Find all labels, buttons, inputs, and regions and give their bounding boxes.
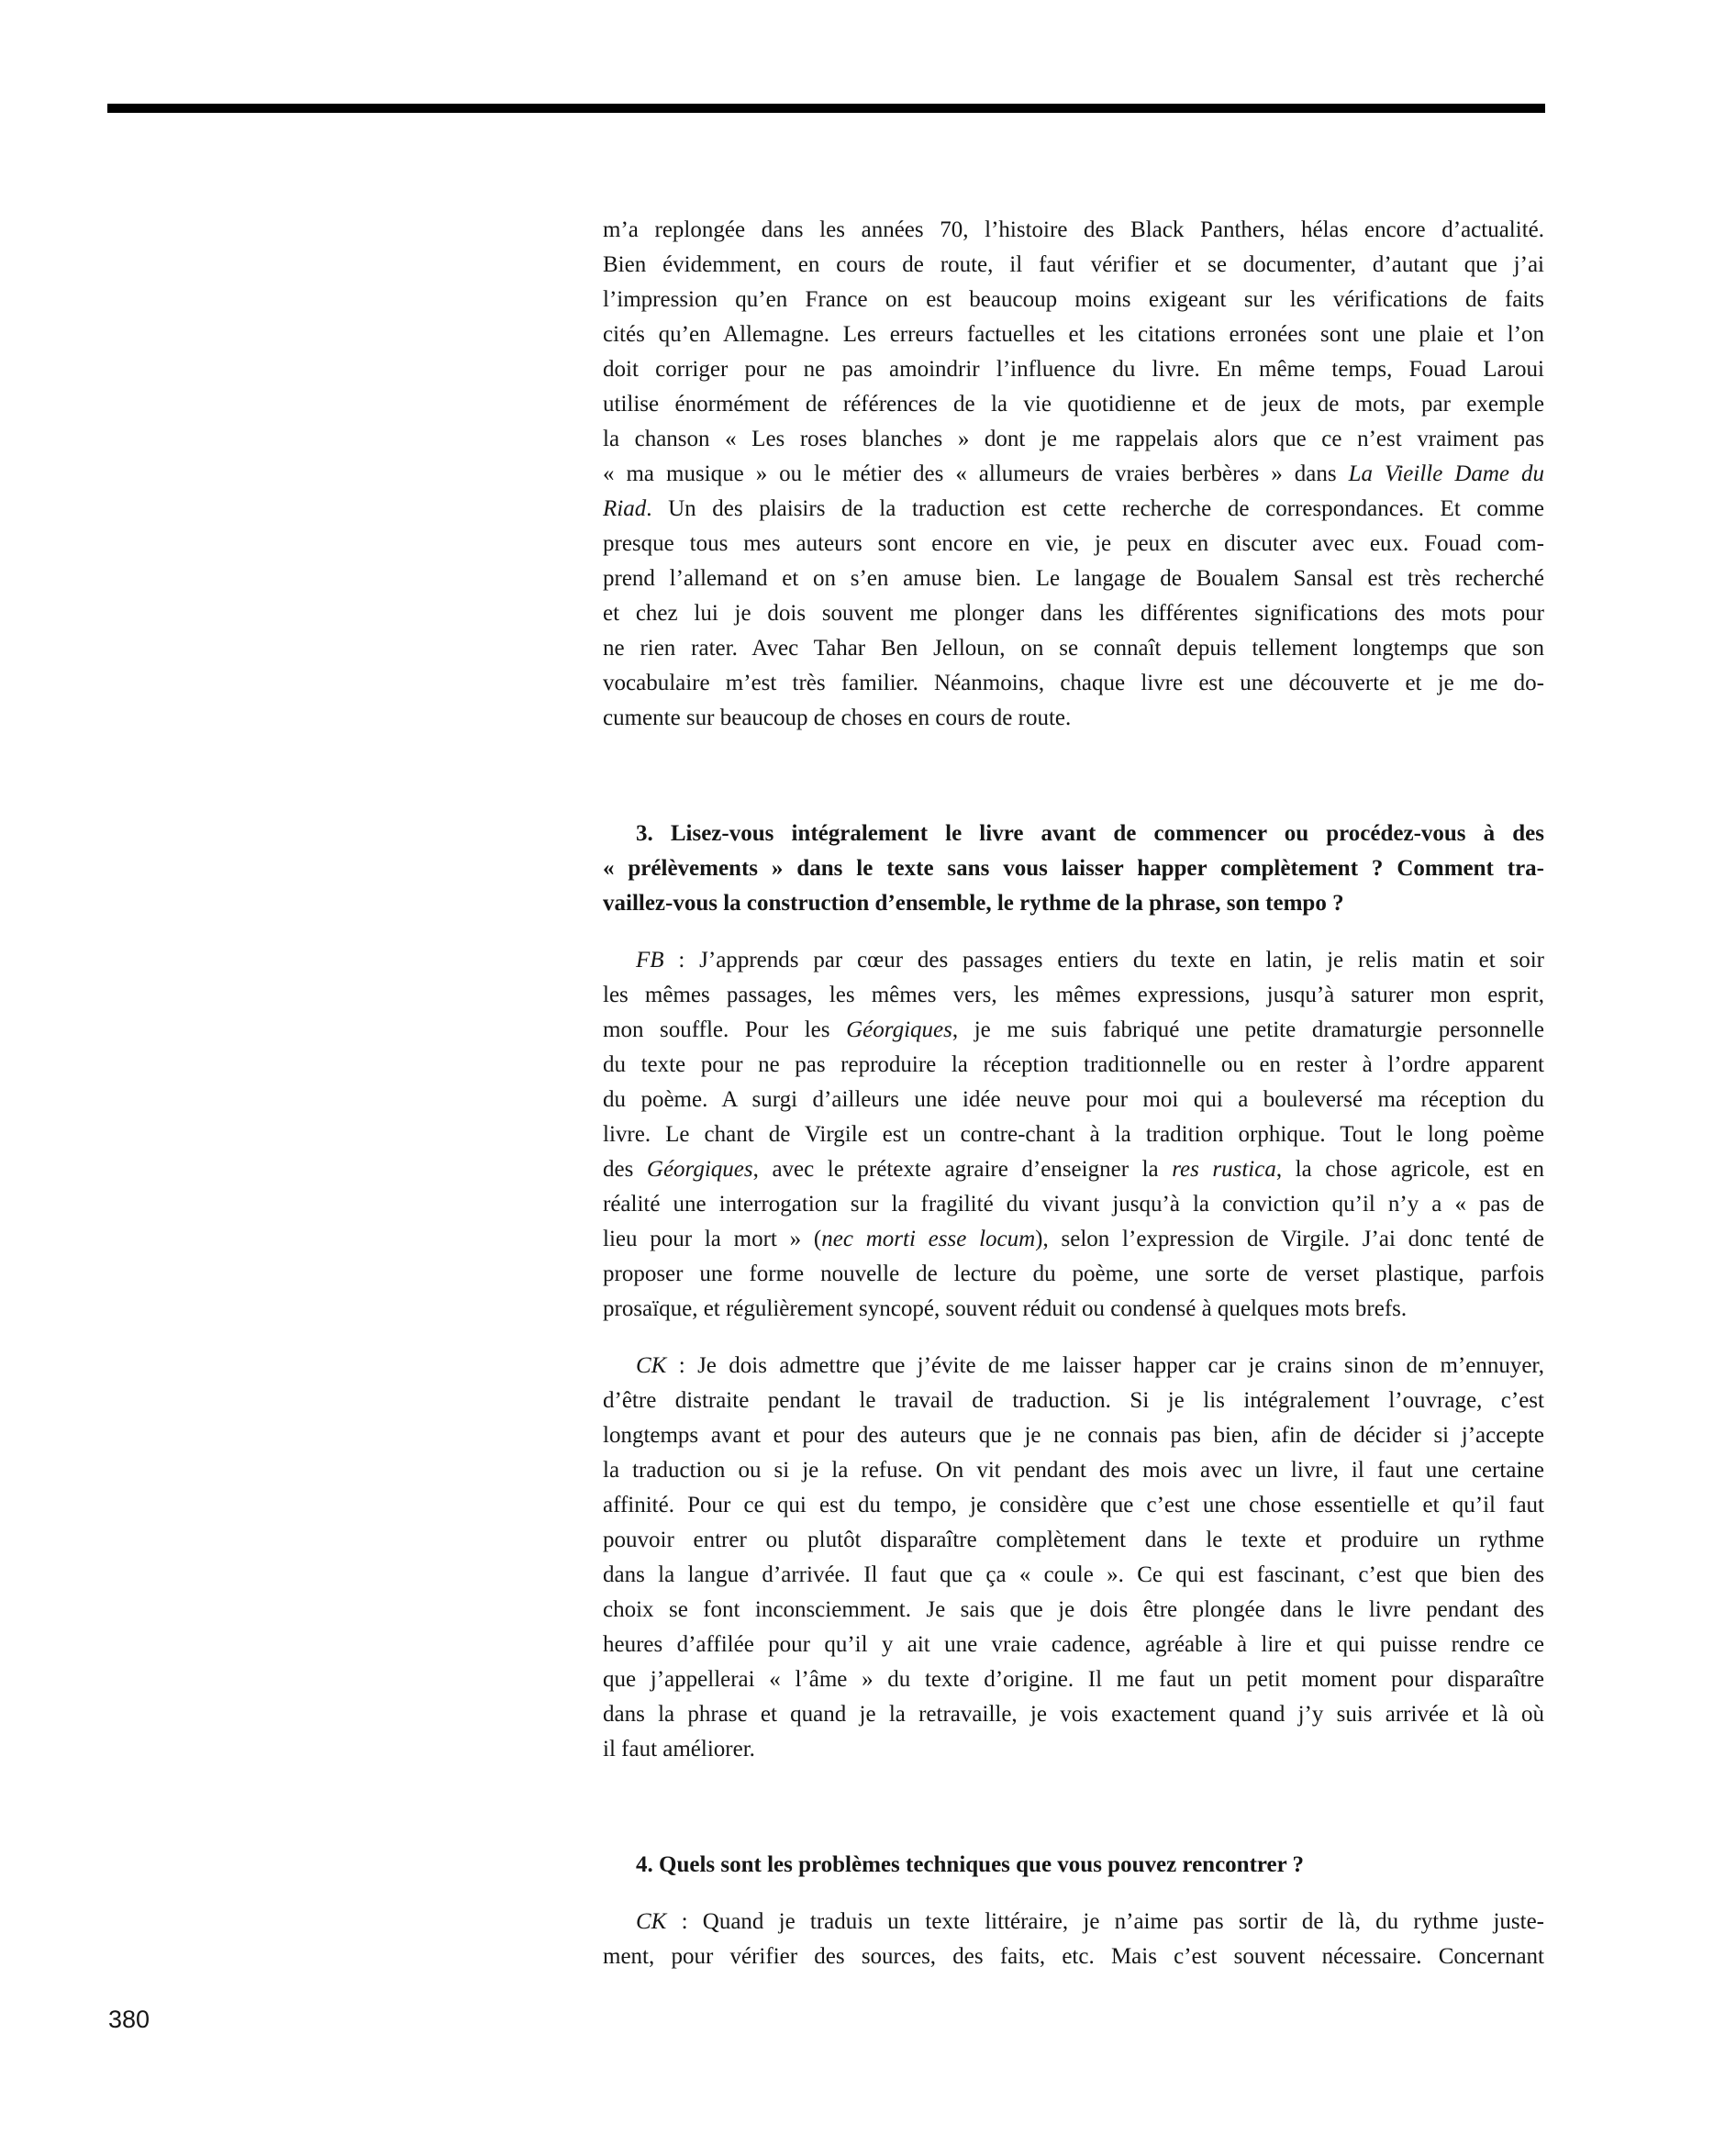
text-segment: heures d’affilée pour qu’il y ait une vraie cadence, agréable à lire et qui puisse rendre ce bbox=[603, 1632, 1544, 1657]
text-line bbox=[603, 1662, 1544, 1697]
text-line bbox=[603, 596, 1544, 631]
text-line bbox=[603, 1349, 1544, 1384]
text-segment: cités qu’en Allemagne. Les erreurs factuelles et les citations erronées sont une plaie et l’on bbox=[603, 322, 1544, 347]
text-line bbox=[603, 978, 1544, 1013]
text-line bbox=[603, 1558, 1544, 1593]
text-line bbox=[603, 1384, 1544, 1418]
text-segment: affinité. Pour ce qui est du tempo, je considère que c’est une chose essentielle et qu’il faut bbox=[603, 1493, 1544, 1517]
italic-text: Géorgiques bbox=[846, 1017, 952, 1042]
italic-text: CK bbox=[636, 1909, 667, 1934]
text-segment: , avec le prétexte agraire d’enseigner la bbox=[752, 1157, 1173, 1182]
text-line bbox=[603, 1848, 1544, 1883]
text-line bbox=[603, 1418, 1544, 1453]
italic-text: Géorgiques bbox=[646, 1157, 753, 1182]
text-segment: dans la langue d’arrivée. Il faut que ça « coule ». Ce qui est fascinant, c’est que bien des bbox=[603, 1562, 1544, 1587]
text-line bbox=[603, 1628, 1544, 1662]
text-line bbox=[603, 1593, 1544, 1628]
text-segment: prend l’allemand et on s’en amuse bien. Le langage de Boualem Sansal est très recherché bbox=[603, 566, 1544, 591]
text-segment: livre. Le chant de Virgile est un contre-chant à la tradition orphique. Tout le long poème bbox=[603, 1122, 1544, 1147]
text-line bbox=[603, 561, 1544, 596]
text-line bbox=[603, 1523, 1544, 1558]
text-line bbox=[603, 1939, 1544, 1974]
text-segment: 3. Lisez-vous intégralement le livre avant de commencer ou procédez-vous à des bbox=[636, 821, 1544, 846]
text-line bbox=[603, 387, 1544, 422]
text-segment: des bbox=[603, 1157, 647, 1182]
text-segment: , la chose agricole, est en bbox=[1275, 1157, 1544, 1182]
text-line bbox=[603, 851, 1544, 886]
text-segment: presque tous mes auteurs sont encore en vie, je peux en discuter avec eux. Fouad com- bbox=[603, 531, 1544, 556]
text-line bbox=[603, 701, 1544, 736]
text-line bbox=[603, 1905, 1544, 1939]
opening-paragraph bbox=[603, 213, 1544, 736]
text-segment: Bien évidemment, en cours de route, il faut vérifier et se documenter, d’autant que j’ai bbox=[603, 252, 1544, 277]
text-line bbox=[603, 1488, 1544, 1523]
text-line bbox=[603, 1048, 1544, 1083]
text-segment: : Quand je traduis un texte littéraire, je n’aime pas sortir de là, du rythme juste- bbox=[666, 1909, 1544, 1934]
text-line bbox=[603, 527, 1544, 561]
text-line bbox=[603, 422, 1544, 457]
italic-text: FB bbox=[636, 948, 664, 972]
text-segment: . Un des plaisirs de la traduction est cette recherche de correspondances. Et comme bbox=[646, 496, 1544, 521]
answer-ck-question-3 bbox=[603, 1349, 1544, 1767]
answer-fb-question-3 bbox=[603, 943, 1544, 1327]
italic-text: nec morti esse locum bbox=[821, 1227, 1036, 1251]
text-line bbox=[603, 1117, 1544, 1152]
text-segment: réalité une interrogation sur la fragilité du vivant jusqu’à la conviction qu’il n’y a « pas de bbox=[603, 1192, 1544, 1217]
text-line bbox=[603, 1083, 1544, 1117]
text-line bbox=[603, 248, 1544, 283]
text-segment: : J’apprends par cœur des passages entiers du texte en latin, je relis matin et soir bbox=[663, 948, 1544, 972]
text-segment: la traduction ou si je la refuse. On vit pendant des mois avec un livre, il faut une certaine bbox=[603, 1458, 1544, 1483]
text-segment: ne rien rater. Avec Tahar Ben Jelloun, on se connaît depuis tellement longtemps que son bbox=[603, 636, 1544, 661]
text-line bbox=[603, 666, 1544, 701]
text-segment: vocabulaire m’est très familier. Néanmoins, chaque livre est une découverte et je me do- bbox=[603, 671, 1544, 695]
question-4 bbox=[603, 1848, 1544, 1883]
top-rule bbox=[107, 104, 1545, 113]
text-line bbox=[603, 886, 1544, 921]
text-segment: prosaïque, et régulièrement syncopé, souvent réduit ou condensé à quelques mots brefs. bbox=[603, 1296, 1408, 1321]
text-segment: mon souffle. Pour les bbox=[603, 1017, 847, 1042]
text-segment: « ma musique » ou le métier des « allumeurs de vraies berbères » dans bbox=[603, 461, 1349, 486]
text-segment: d’être distraite pendant le travail de traduction. Si je lis intégralement l’ouvrage, c’est bbox=[603, 1388, 1544, 1413]
text-column bbox=[603, 213, 1544, 1974]
text-line bbox=[603, 1187, 1544, 1222]
text-line bbox=[603, 352, 1544, 387]
text-segment: la chanson « Les roses blanches » dont je me rappelais alors que ce n’est vraiment pas bbox=[603, 427, 1544, 451]
text-segment: ), selon l’expression de Virgile. J’ai donc tenté de bbox=[1035, 1227, 1544, 1251]
text-line bbox=[603, 492, 1544, 527]
text-line bbox=[603, 817, 1544, 851]
text-segment: ment, pour vérifier des sources, des faits, etc. Mais c’est souvent nécessaire. Concernant bbox=[603, 1944, 1544, 1969]
text-segment: il faut améliorer. bbox=[603, 1737, 755, 1761]
text-line bbox=[603, 1453, 1544, 1488]
text-line bbox=[603, 317, 1544, 352]
text-line bbox=[603, 1222, 1544, 1257]
question-3 bbox=[603, 817, 1544, 921]
text-segment: 4. Quels sont les problèmes techniques que vous pouvez rencontrer ? bbox=[636, 1852, 1305, 1877]
text-line bbox=[603, 1152, 1544, 1187]
text-line bbox=[603, 1292, 1544, 1327]
text-line bbox=[603, 631, 1544, 666]
italic-text: CK bbox=[636, 1353, 667, 1378]
text-segment: vaillez-vous la construction d’ensemble, le rythme de la phrase, son tempo ? bbox=[603, 891, 1344, 916]
text-segment: choix se font inconsciemment. Je sais que je dois être plongée dans le livre pendant des bbox=[603, 1597, 1544, 1622]
text-segment: proposer une forme nouvelle de lecture du poème, une sorte de verset plastique, parfois bbox=[603, 1261, 1544, 1286]
text-line bbox=[603, 1013, 1544, 1048]
text-segment: utilise énormément de références de la vie quotidienne et de jeux de mots, par exemple bbox=[603, 392, 1544, 417]
text-segment: pouvoir entrer ou plutôt disparaître complètement dans le texte et produire un rythme bbox=[603, 1528, 1544, 1552]
text-segment: lieu pour la mort » ( bbox=[603, 1227, 822, 1251]
text-segment: cumente sur beaucoup de choses en cours de route. bbox=[603, 706, 1072, 730]
text-line bbox=[603, 1257, 1544, 1292]
text-segment: l’impression qu’en France on est beaucoup moins exigeant sur les vérifications de faits bbox=[603, 287, 1544, 312]
italic-text: res rustica bbox=[1172, 1157, 1276, 1182]
text-line bbox=[603, 943, 1544, 978]
text-segment: les mêmes passages, les mêmes vers, les mêmes expressions, jusqu’à saturer mon esprit, bbox=[603, 983, 1544, 1007]
text-segment: dans la phrase et quand je la retravaille, je vois exactement quand j’y suis arrivée et là où bbox=[603, 1702, 1544, 1727]
italic-text: La Vieille Dame du bbox=[1348, 461, 1544, 486]
text-segment: m’a replongée dans les années 70, l’histoire des Black Panthers, hélas encore d’actualité. bbox=[603, 217, 1544, 242]
text-segment: que j’appellerai « l’âme » du texte d’origine. Il me faut un petit moment pour disparaître bbox=[603, 1667, 1544, 1692]
text-line bbox=[603, 283, 1544, 317]
answer-ck-question-4 bbox=[603, 1905, 1544, 1974]
text-segment: longtemps avant et pour des auteurs que je ne connais pas bien, afin de décider si j’accepte bbox=[603, 1423, 1544, 1448]
italic-text: Riad bbox=[603, 496, 647, 521]
text-line bbox=[603, 457, 1544, 492]
text-segment: du texte pour ne pas reproduire la réception traditionnelle ou en rester à l’ordre apparent bbox=[603, 1052, 1544, 1077]
text-segment: , je me suis fabriqué une petite dramaturgie personnelle bbox=[952, 1017, 1544, 1042]
text-line bbox=[603, 213, 1544, 248]
text-line bbox=[603, 1732, 1544, 1767]
text-segment: doit corriger pour ne pas amoindrir l’influence du livre. En même temps, Fouad Laroui bbox=[603, 357, 1544, 382]
text-segment: et chez lui je dois souvent me plonger dans les différentes significations des mots pour bbox=[603, 601, 1544, 626]
text-segment: du poème. A surgi d’ailleurs une idée neuve pour moi qui a bouleversé ma réception du bbox=[603, 1087, 1544, 1112]
text-line bbox=[603, 1697, 1544, 1732]
text-segment: : Je dois admettre que j’évite de me laisser happer car je crains sinon de m’ennuyer, bbox=[666, 1353, 1544, 1378]
page-number: 380 bbox=[108, 2006, 150, 2033]
text-segment: « prélèvements » dans le texte sans vous laisser happer complètement ? Comment tra- bbox=[603, 856, 1544, 881]
